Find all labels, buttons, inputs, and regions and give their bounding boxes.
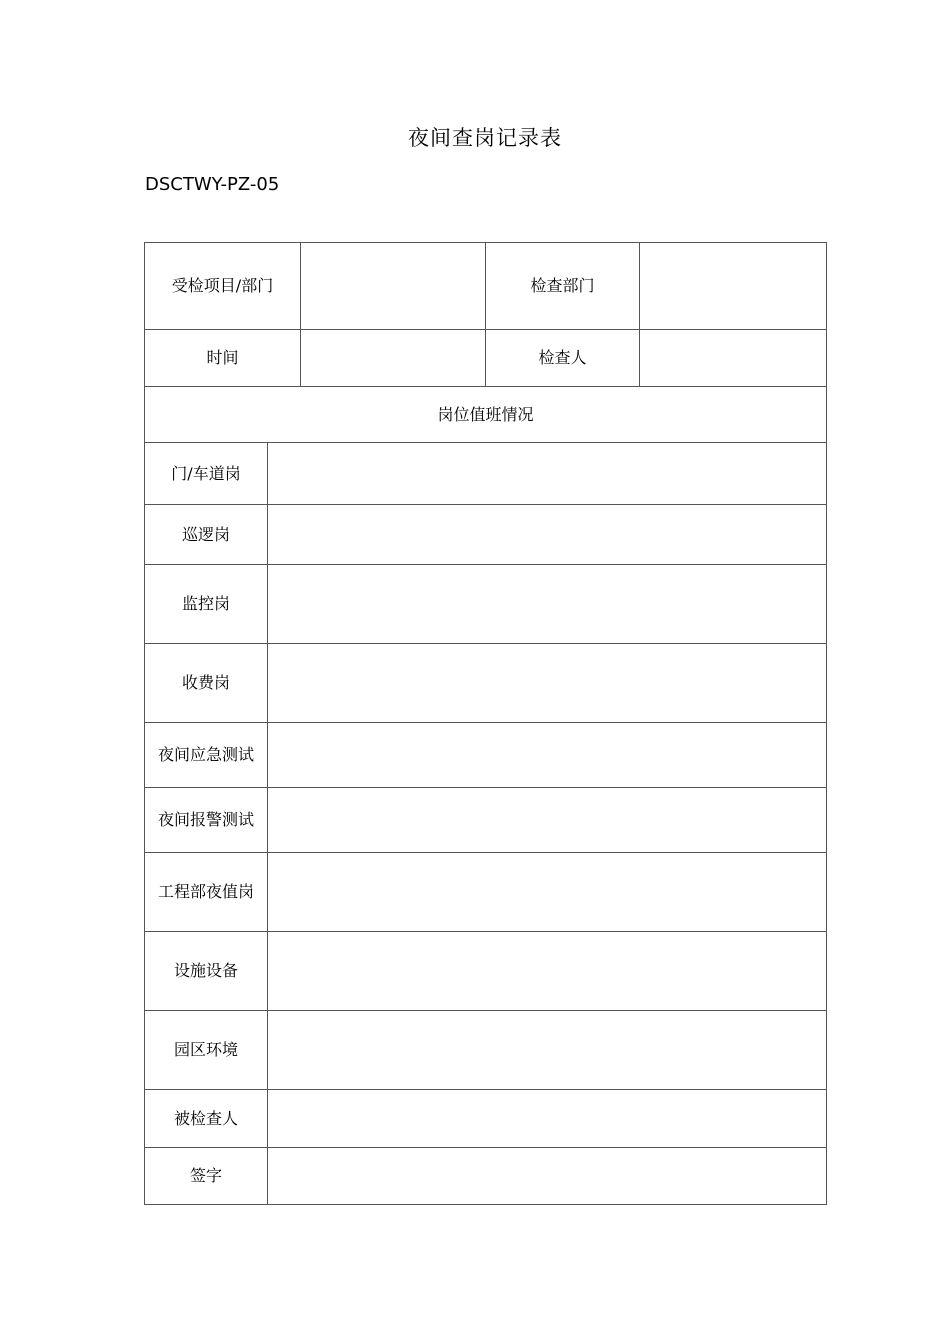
row-label: 园区环境 (145, 1011, 268, 1090)
row-label: 门/车道岗 (145, 443, 268, 505)
table-row (145, 505, 827, 565)
table-row (145, 788, 827, 853)
table-row (145, 565, 827, 644)
document-code: DSCTWY-PZ-05 (145, 174, 280, 195)
row-value-field[interactable] (268, 443, 827, 505)
row-value-field[interactable] (268, 565, 827, 644)
row-label: 被检查人 (145, 1090, 268, 1148)
table-row (145, 723, 827, 788)
row-label: 工程部夜值岗 (145, 853, 268, 932)
inspector-label: 检查人 (486, 330, 640, 387)
inspecting-dept-label: 检查部门 (486, 243, 640, 330)
row-label: 巡逻岗 (145, 505, 268, 565)
row-value-field[interactable] (268, 788, 827, 853)
table-row (145, 1148, 827, 1205)
table-row (145, 932, 827, 1011)
table-row (145, 853, 827, 932)
header-row-time (145, 330, 827, 387)
table-row (145, 443, 827, 505)
inspecting-dept-field[interactable] (640, 243, 827, 330)
row-value-field[interactable] (268, 644, 827, 723)
row-value-field[interactable] (268, 1090, 827, 1148)
row-label: 设施设备 (145, 932, 268, 1011)
time-field[interactable] (301, 330, 486, 387)
time-label: 时间 (145, 330, 301, 387)
inspection-form-table (144, 242, 827, 1205)
section-row (145, 387, 827, 443)
row-value-field[interactable] (268, 1011, 827, 1090)
table-row (145, 1090, 827, 1148)
row-label: 监控岗 (145, 565, 268, 644)
inspector-field[interactable] (640, 330, 827, 387)
inspected-project-label: 受检项目/部门 (145, 243, 301, 330)
table-row (145, 644, 827, 723)
duty-status-heading: 岗位值班情况 (145, 387, 827, 443)
header-row-project (145, 243, 827, 330)
row-label: 签字 (145, 1148, 268, 1205)
row-value-field[interactable] (268, 505, 827, 565)
table-row (145, 1011, 827, 1090)
row-value-field[interactable] (268, 853, 827, 932)
row-label: 收费岗 (145, 644, 268, 723)
row-label: 夜间应急测试 (145, 723, 268, 788)
inspected-project-field[interactable] (301, 243, 486, 330)
row-value-field[interactable] (268, 1148, 827, 1205)
row-value-field[interactable] (268, 723, 827, 788)
row-label: 夜间报警测试 (145, 788, 268, 853)
row-value-field[interactable] (268, 932, 827, 1011)
document-title: 夜间查岗记录表 (408, 126, 562, 150)
